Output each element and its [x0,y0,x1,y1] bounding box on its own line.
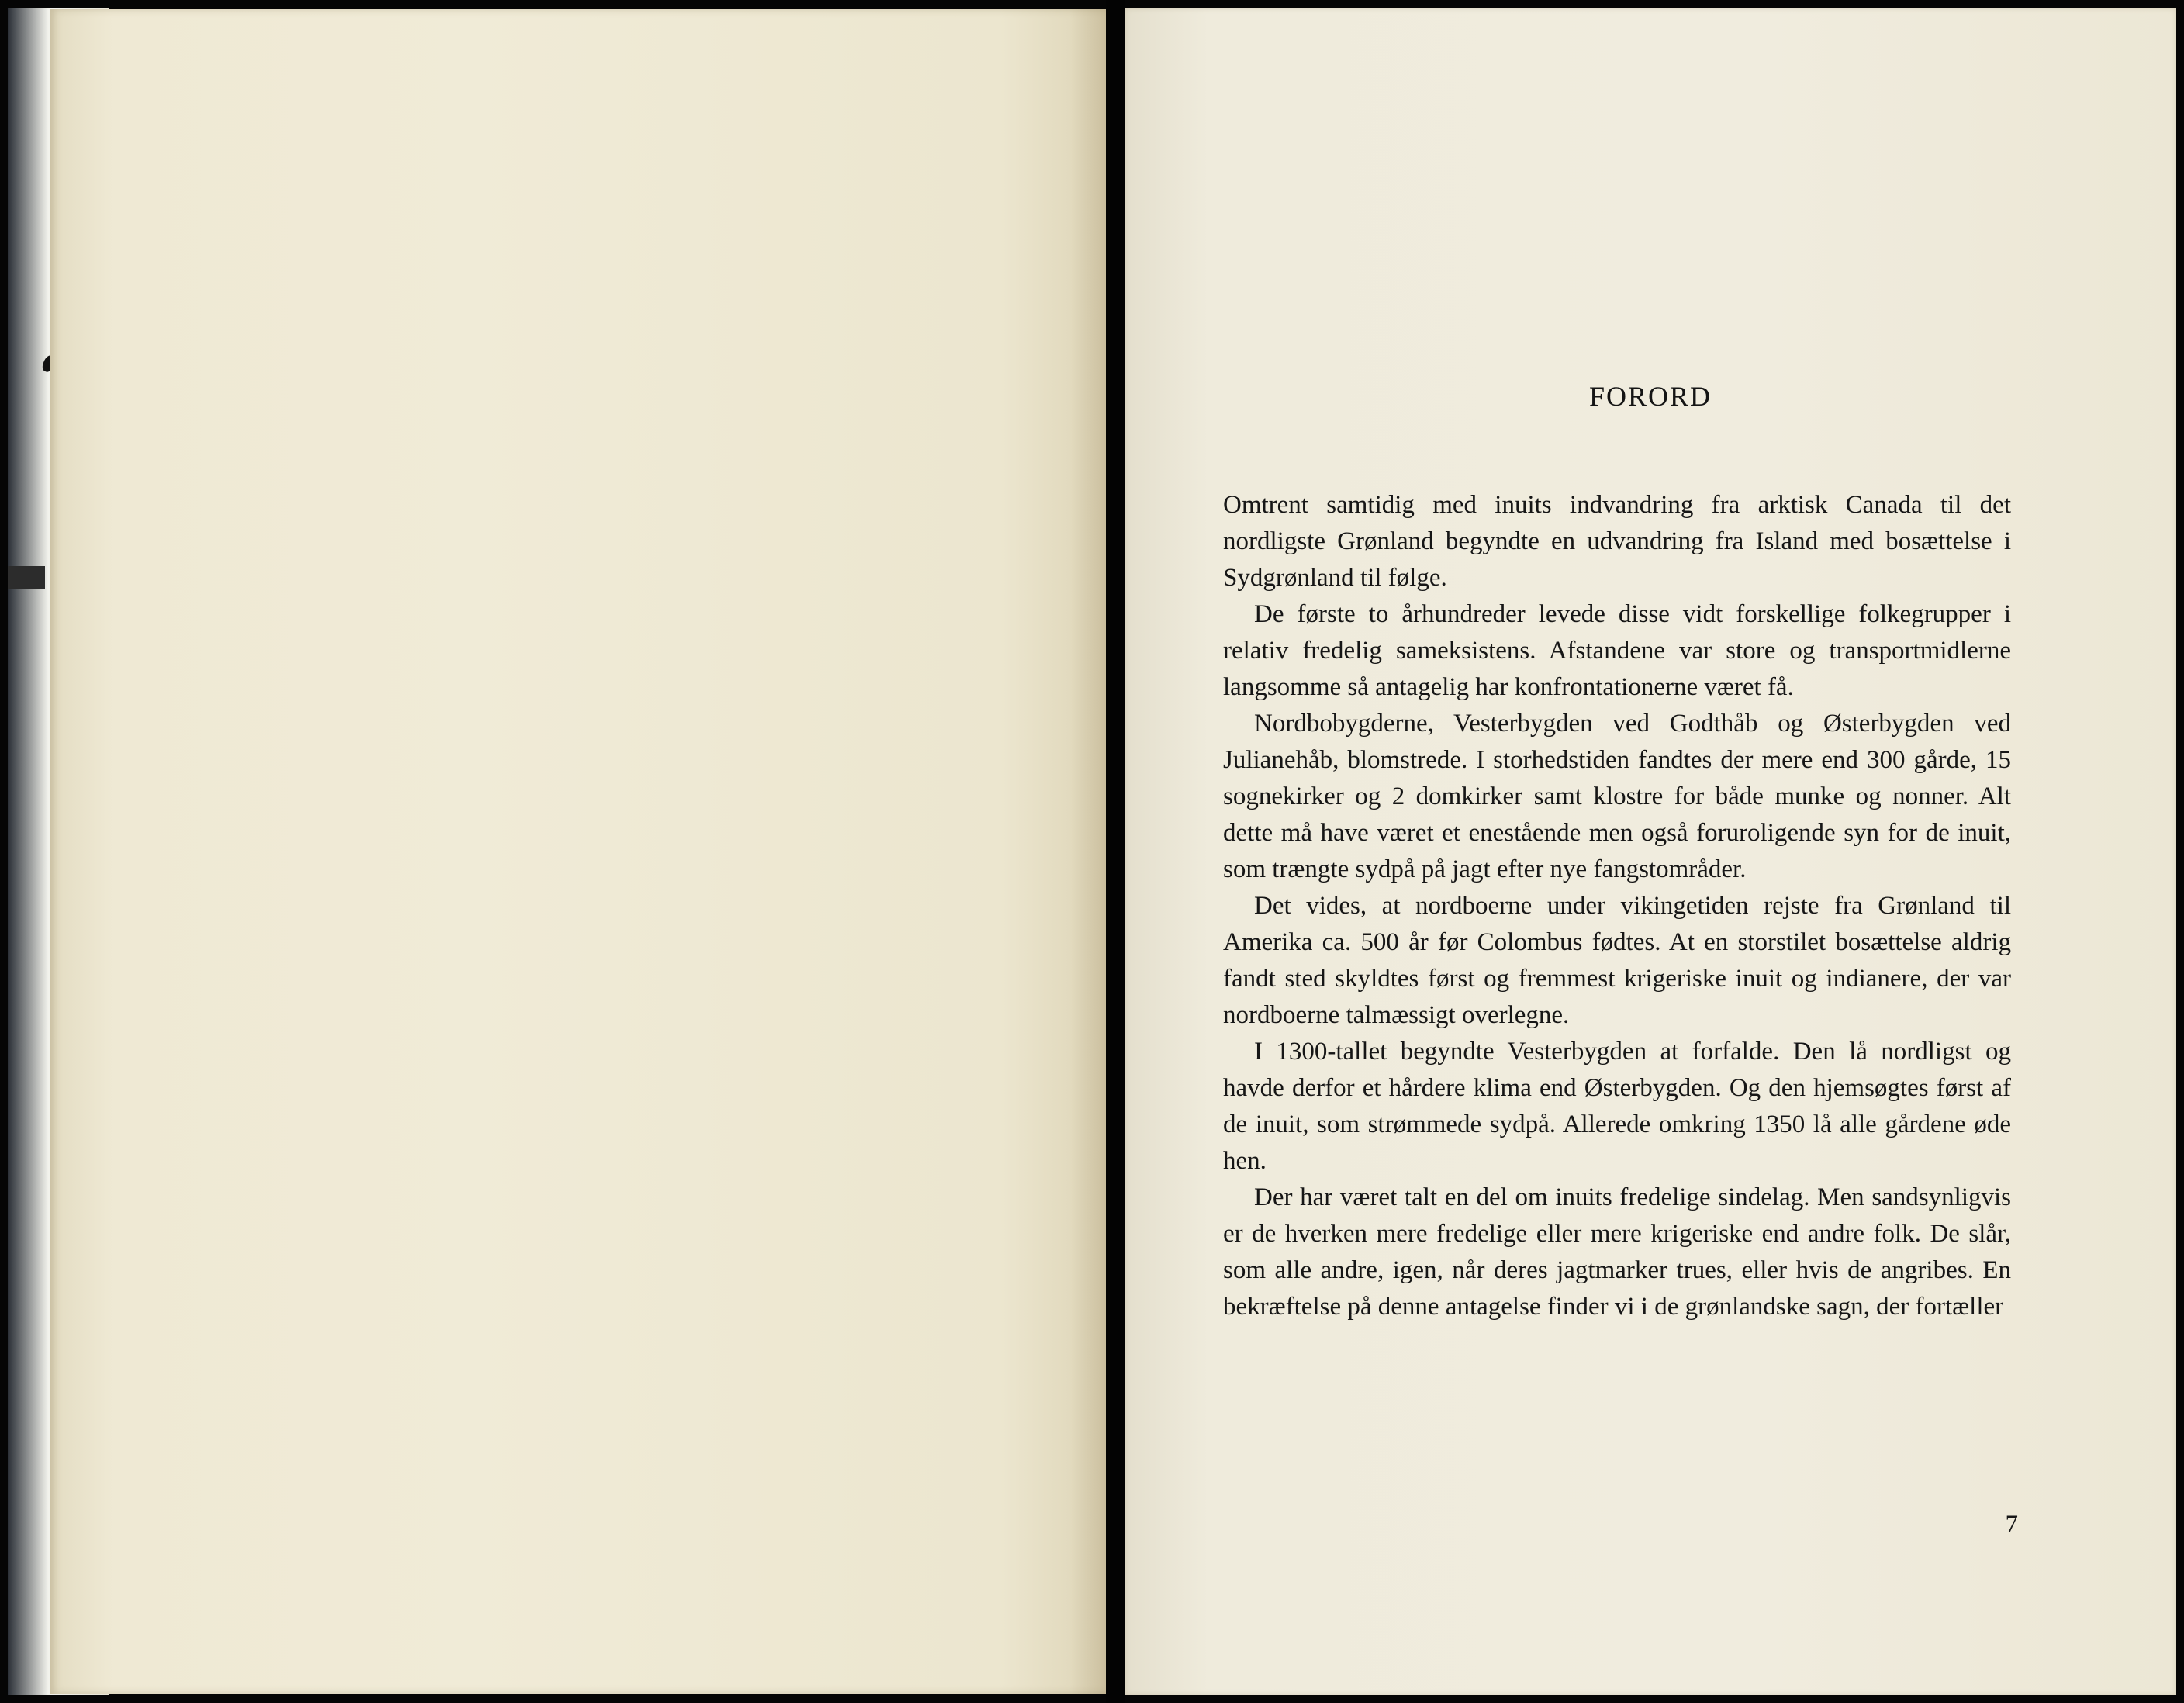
paragraph-2: De første to århundreder levede disse vidt forskellige folkegrupper i relativ fredelig sameksistens. Afstandene var store og transportmidlerne langsomme så antagelig har konfrontationerne været få. [1223,600,2011,701]
page-gutter [1106,0,1125,1703]
paragraph-3: Nordbobygderne, Vesterbygden ved Godthåb og Østerbygden ved Julianehåb, blomstrede. I storhedstiden fandtes der mere end 300 gårde, 15 sognekirker og 2 domkirker samt klostre for både munke og nonner. Alt dette må have været et enestående men også foruroligende syn for de inuit, som trængte sydpå på jagt efter nye fangstområder. [1223,710,2011,883]
paragraph-5: I 1300-tallet begyndte Vesterbygden at forfalde. Den lå nordligst og havde derfor et hårdere klima end Østerbygden. Og den hjemsøgtes først af de inuit, som strømmede sydpå. Allerede omkring 1350 lå alle gårdene øde hen. [1223,1038,2011,1175]
page-number: 7 [2005,1511,2018,1539]
body-text [1223,487,2011,1325]
left-page-fold-shadow [1070,9,1106,1694]
cover-strip [8,566,45,589]
paragraph-1: Omtrent samtidig med inuits indvandring fra arktisk Canada til det nordligste Grønland begyndte en udvandring fra Island med bosættelse i Sydgrønland til følge. [1223,491,2011,592]
chapter-heading: FORORD [1588,381,1712,412]
paragraph-4: Det vides, at nordboerne under vikingetiden rejste fra Grønland til Amerika ca. 500 år før Colombus fødtes. At en storstilet bosættelse aldrig fandt sted skyldtes først og fremmest krigeriske inuit og indianere, der var nordboerne talmæssigt overlegne. [1223,892,2011,1029]
left-blank-page [50,9,1106,1694]
paragraph-6: Der har været talt en del om inuits fredelige sindelag. Men sandsynligvis er de hverken mere fredelige eller mere krigeriske end andre folk. De slår, som alle andre, igen, når deres jagtmarker trues, eller hvis de angribes. En bekræftelse på denne antagelse finder vi i de grønlandske sagn, der fortæller [1223,1183,2011,1321]
